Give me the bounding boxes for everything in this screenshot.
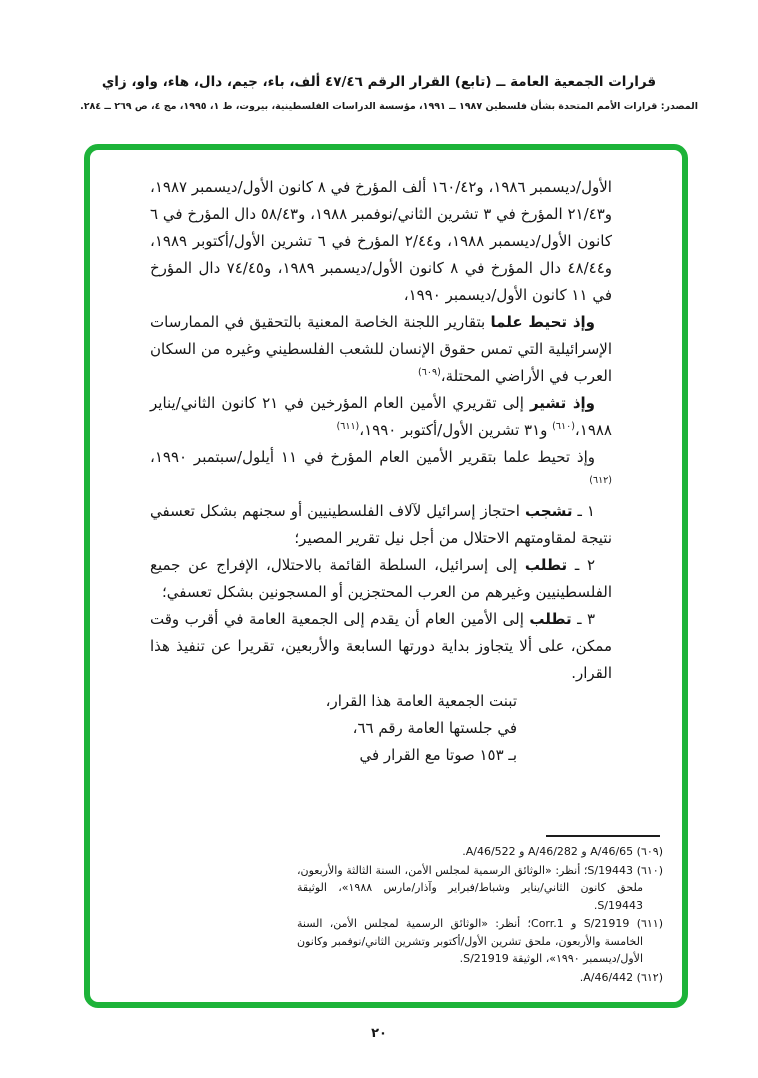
adoption-line: تبنت الجمعية العامة هذا القرار، [325, 692, 517, 710]
footnote-number: (٦١١) [636, 917, 664, 930]
footnotes-block [297, 843, 663, 987]
page-header-title: قرارات الجمعية العامة ــ (تابع) القرار الرقم ٤٧/٤٦ ألف، باء، جيم، دال، هاء، واو، زاي [101, 74, 657, 90]
footnote-separator [546, 835, 660, 837]
footnote-text: S/21919 و Corr.1؛ أنظر: «الوثائق الرسمية لمجلس الأمن، السنة الخامسة والأربعون، ملحق تشرين الأول/أكتوبر وتشرين الثاني/نوفمبر وكانون الأول/ديسمبر ١٩٩٠»، الوثيقة S/21919. [297, 917, 643, 965]
page-header-source: المصدر: قرارات الأمم المتحدة بشأن فلسطين ١٩٨٧ ــ ١٩٩١، مؤسسة الدراسات الفلسطينية، بيروت، ط ١، ١٩٩٥، مج ٤، ص ٢٦٩ ــ ٢٨٤. [80, 101, 698, 112]
footnote [297, 969, 663, 987]
footnote [297, 915, 663, 968]
footnote [297, 843, 663, 861]
footnote-ref: (٦١٠) [552, 421, 575, 432]
adoption-line: في جلستها العامة رقم ٦٦، [352, 719, 517, 737]
footnote-number: (٦٠٩) [636, 845, 663, 858]
footnote-number: (٦١٠) [636, 863, 664, 877]
footnote-ref: (٦١١) [336, 421, 360, 432]
footnote-text: A/46/65 و A/46/282 و A/46/522. [462, 845, 637, 858]
resolution-paragraph: وإذ تحيط علما بتقرير الأمين العام المؤرخ في ١١ أيلول/سبتمبر ١٩٩٠،$^{(٦١٢)}$ [150, 448, 612, 486]
resolution-paragraph: ٣ ـ تطلب إلى الأمين العام أن يقدم إلى الجمعية العامة في أقرب وقت ممكن، على ألا يتجاوز بداية دورتها السابعة والأربعين، تقريرا عن تنفيذ هذا القرار. [150, 610, 612, 682]
adoption-note [150, 688, 612, 769]
footnote-text: S/19443؛ أنظر: «الوثائق الرسمية لمجلس الأمن، السنة الثالثة والأربعون، ملحق كانون الثاني/يناير وشباط/فبراير وآذار/مارس ١٩٨٨»، الوثيقة S/19443. [297, 863, 643, 912]
adoption-line: بـ ١٥٣ صوتا مع القرار في [359, 746, 517, 764]
footnote-number: (٦١٢) [636, 970, 663, 984]
footnote-ref: (٦٠٩) [418, 367, 441, 378]
resolution-paragraph: ١ ـ تشجب احتجاز إسرائيل لآلاف الفلسطينيين أو سجنهم بشكل تعسفي نتيجة لمقاومتهم الاحتلال من أجل نيل تقرير المصير؛ [150, 502, 612, 547]
page-number: ٢٠ [371, 1026, 387, 1041]
resolution-body [150, 174, 612, 769]
resolution-paragraph: ٢ ـ تطلب إلى إسرائيل، السلطة القائمة بالاحتلال، الإفراج عن جميع الفلسطينيين وغيرهم من العرب المحتجزين أو المسجونين بشكل تعسفي؛ [150, 556, 612, 601]
resolution-paragraph: الأول/ديسمبر ١٩٨٦، و١٦٠/٤٢ ألف المؤرخ في ٨ كانون الأول/ديسمبر ١٩٨٧، و٢١/٤٣ المؤرخ في ٣ تشرين الثاني/نوفمبر ١٩٨٨، و٥٨/٤٣ دال المؤرخ في ٦ كانون الأول/ديسمبر ١٩٨٨، و٢/٤٤ المؤرخ في ٦ تشرين الأول/أكتوبر ١٩٨٩، و٤٨/٤٤ دال المؤرخ في ٨ كانون الأول/ديسمبر ١٩٨٩، و٧٤/٤٥ دال المؤرخ في ١١ كانون الأول/ديسمبر ١٩٩٠، [150, 178, 613, 304]
footnote-ref: (٦١٢) [589, 475, 612, 486]
resolution-paragraph: وإذ تشير إلى تقريري الأمين العام المؤرخين في ٢١ كانون الثاني/يناير ١٩٨٨،$^{(٦١٠)}$ و٣١ تشرين الأول/أكتوبر ١٩٩٠،$^{(٦١١)}$ [150, 394, 612, 439]
footnote [297, 862, 663, 915]
resolution-paragraph: وإذ تحيط علما بتقارير اللجنة الخاصة المعنية بالتحقيق في الممارسات الإسرائيلية التي تمس حقوق الإنسان للشعب الفلسطيني وغيره من السكان العرب في الأراضي المحتلة،$^{(٦٠٩)}$ [150, 313, 612, 385]
footnote-text: A/46/442. [579, 970, 637, 984]
